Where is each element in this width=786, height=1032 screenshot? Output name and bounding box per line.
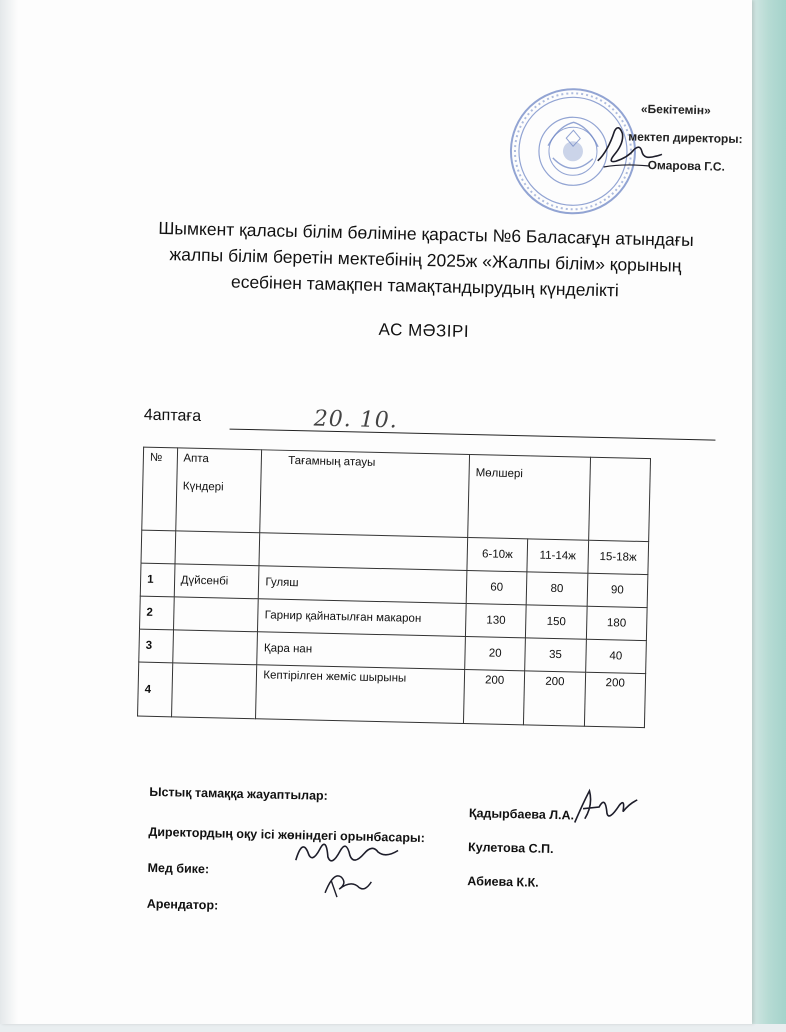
row-day [173, 597, 259, 632]
row-num: 2 [140, 596, 174, 630]
header-dish: Тағамның атауы [260, 450, 470, 538]
age-group-1: 6-10ж [467, 537, 528, 571]
age-group-3: 15-18ж [588, 540, 649, 574]
row-day [171, 663, 257, 719]
row-value-6-10: 130 [465, 603, 526, 637]
row-value-15-18: 180 [586, 606, 647, 640]
sub-empty [175, 531, 261, 566]
row-dish: Гарнир қайнатылған макарон [258, 599, 466, 637]
row-num: 3 [139, 629, 173, 663]
header-num: № [142, 447, 177, 531]
row-value-15-18: 40 [585, 639, 646, 673]
signature-nurse [291, 830, 403, 902]
age-group-2: 11-14ж [527, 539, 588, 573]
header-amount: Мөлшері [468, 455, 590, 541]
row-value-11-14: 150 [526, 605, 587, 639]
menu-table [137, 447, 651, 728]
row-value-11-14: 200 [524, 671, 586, 726]
row-value-15-18: 200 [584, 672, 646, 727]
approval-director-name: Омарова Г.С. [647, 157, 726, 174]
table-header-row [142, 447, 651, 541]
row-value-6-10: 60 [466, 570, 527, 604]
row-dish: Қара нан [257, 632, 465, 670]
row-num: 1 [140, 563, 174, 597]
week-date: 20. 10. [313, 406, 399, 434]
header-day-line2: Күндері [182, 480, 224, 494]
signature-kadyrbaeva [569, 784, 640, 832]
header-day [175, 448, 262, 533]
responsible-name-3: Абиева К.К. [467, 874, 539, 890]
row-value-6-10: 20 [465, 636, 526, 670]
row-dish: Гуляш [259, 566, 467, 604]
deputy-label: Директордың оқу ісі жөніндегі орынбасары: [148, 824, 425, 846]
responsible-label: Ыстық тамаққа жауаптылар: [149, 784, 328, 803]
tenant-label: Арендатор: [146, 896, 219, 913]
menu-heading: АС МӘЗІРІ [378, 319, 470, 341]
responsible-name-2: Кулетова С.П. [467, 840, 554, 857]
row-num: 4 [138, 662, 173, 717]
table-row [138, 662, 646, 727]
header-day-line1: Апта [183, 452, 210, 466]
row-value-15-18: 90 [587, 573, 648, 607]
row-dish: Кептірілген жеміс шырыны [256, 665, 465, 724]
title-line-1: Шымкент қаласы білім бөліміне қарасты №6 Баласағұн атындағы [158, 217, 694, 251]
title-line-3: есебінен тамақпен тамақтандырудың күнделікті [230, 271, 619, 301]
week-label: 4аптаға [143, 406, 202, 425]
responsible-name-1: Қадырбаева Л.А. [468, 806, 575, 823]
approval-label: «Бекітемін» [640, 101, 711, 118]
approval-position: мектеп директоры: [628, 129, 743, 147]
row-day [172, 630, 258, 665]
week-underline [230, 429, 716, 441]
sub-empty [259, 533, 467, 571]
nurse-label: Мед бике: [147, 860, 210, 877]
row-value-6-10: 200 [463, 669, 525, 724]
row-value-11-14: 80 [526, 572, 587, 606]
row-value-11-14: 35 [525, 638, 586, 672]
sub-empty [141, 530, 175, 564]
header-amount-empty [588, 457, 650, 541]
document-title [104, 214, 747, 348]
title-line-2: жалпы білім беретін мектебінің 2025ж «Жалпы білім» қорының [169, 244, 682, 276]
row-day: Дүйсенбі [174, 564, 260, 599]
